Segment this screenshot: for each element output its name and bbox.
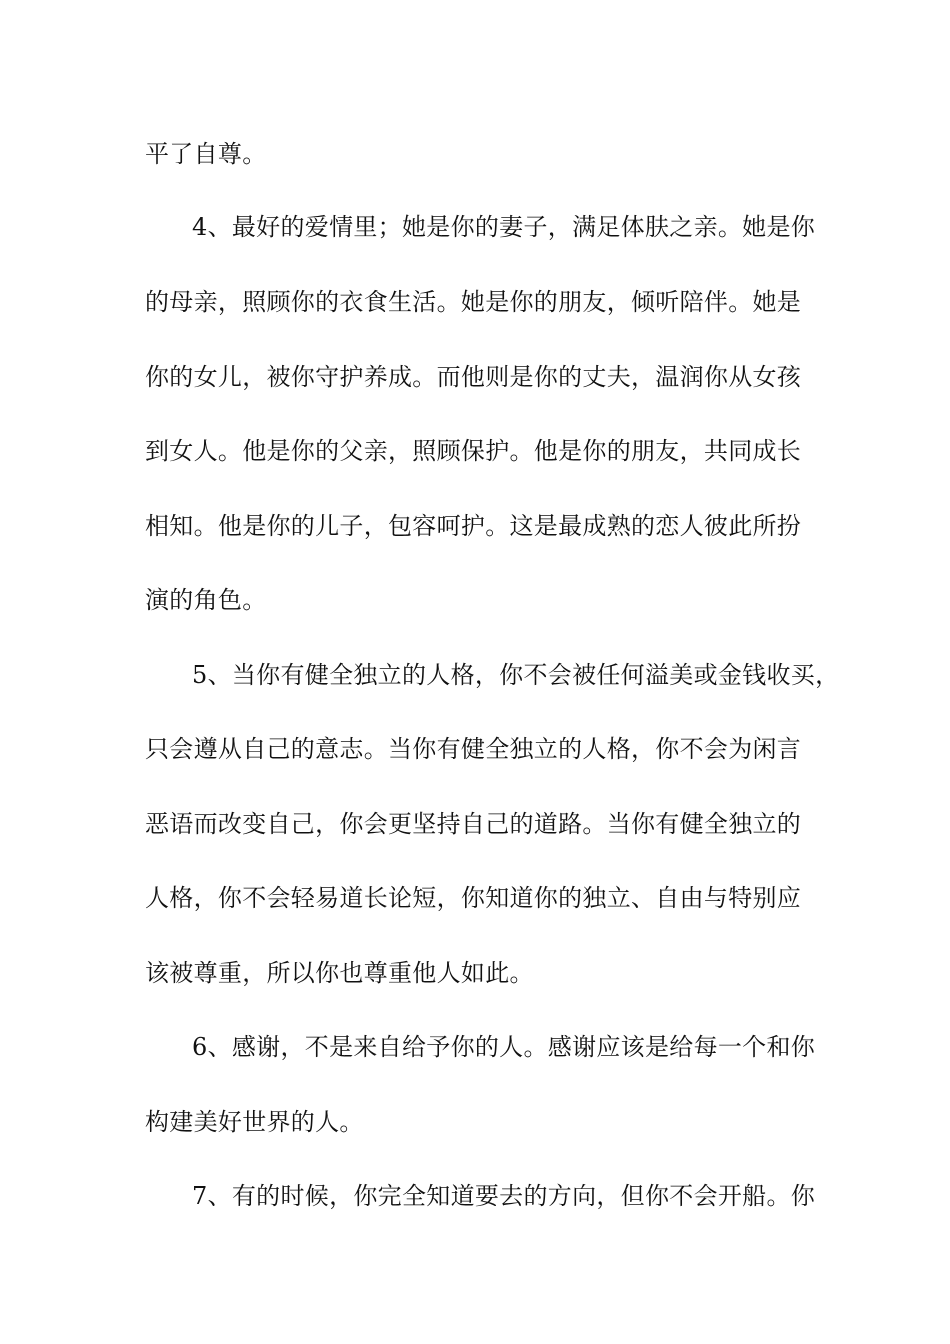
text-line: 恶语而改变自己，你会更坚持自己的道路。当你有健全独立的 [145,810,802,838]
text-line: 到女人。他是你的父亲，照顾保护。他是你的朋友，共同成长 [145,437,802,465]
text-line: 相知。他是你的儿子，包容呵护。这是最成熟的恋人彼此所扮 [145,512,802,540]
text-line: 该被尊重，所以你也尊重他人如此。 [145,959,534,987]
text-line: 的母亲，照顾你的衣食生活。她是你的朋友，倾听陪伴。她是 [145,288,802,316]
text-line: 人格，你不会轻易道长论短，你知道你的独立、自由与特别应 [145,884,802,912]
text-line: 平了自尊。 [145,140,267,168]
text-line: 只会遵从自己的意志。当你有健全独立的人格，你不会为闲言 [145,735,802,763]
paragraph-7-start: 7、有的时候，你完全知道要去的方向，但你不会开船。你 [192,1182,816,1210]
text-line: 你的女儿，被你守护养成。而他则是你的丈夫，温润你从女孩 [145,363,802,391]
text-line: 演的角色。 [145,586,267,614]
text-line: 构建美好世界的人。 [145,1108,364,1136]
paragraph-6-start: 6、感谢，不是来自给予你的人。感谢应该是给每一个和你 [192,1033,816,1061]
paragraph-5-start: 5、当你有健全独立的人格，你不会被任何溢美或金钱收买， [192,661,840,689]
paragraph-4-start: 4、最好的爱情里；她是你的妻子，满足体肤之亲。她是你 [192,213,816,241]
